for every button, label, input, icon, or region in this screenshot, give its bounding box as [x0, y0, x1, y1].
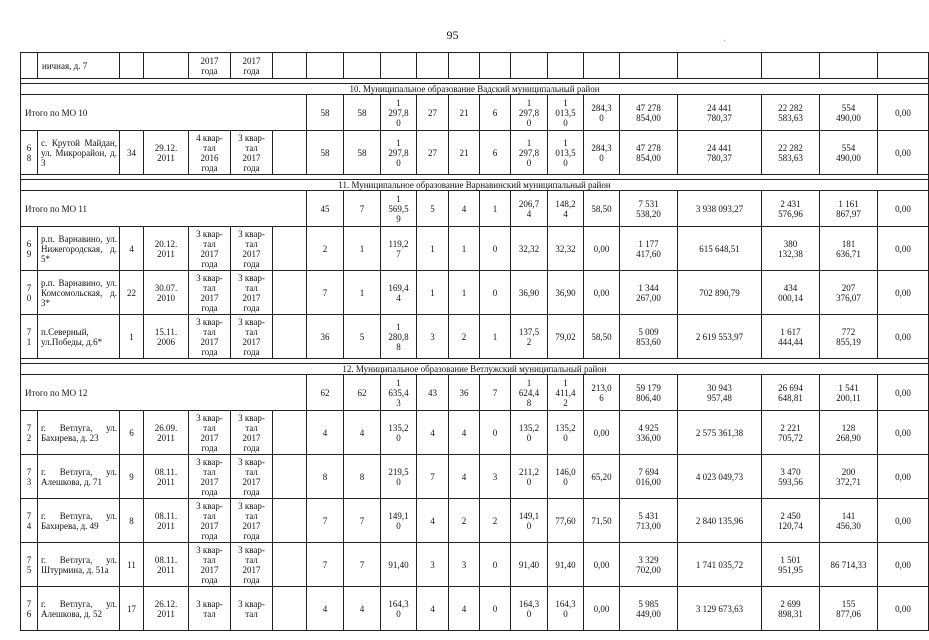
table-cell: 1 741 035,72: [678, 543, 762, 587]
mo-header-row: [21, 84, 929, 95]
table-cell: [762, 53, 820, 79]
total-row: [21, 191, 929, 227]
table-cell: 08.11. 2011: [144, 543, 189, 587]
table-cell: 615 648,51: [678, 227, 762, 271]
table-cell: 58: [307, 95, 344, 131]
row-number: 7 5: [21, 543, 38, 587]
table-cell: 7: [480, 375, 511, 411]
table-cell: 1 280,8 8: [381, 315, 417, 359]
table-cell: 26 694 648,81: [762, 375, 820, 411]
table-cell: 0,00: [878, 499, 929, 543]
table-cell: 7 531 538,20: [620, 191, 678, 227]
table-cell: 30.07. 2010: [144, 271, 189, 315]
table-cell: 8: [307, 455, 344, 499]
house-row: [21, 227, 929, 271]
page-number: 95: [446, 28, 459, 42]
table-cell: 4 квар- тал 2016 года: [189, 131, 231, 175]
table-cell: 1 013,5 0: [548, 95, 584, 131]
address: г. Ветлуга, ул. Бахирева, д. 23: [38, 411, 120, 455]
table-cell: 27: [417, 131, 449, 175]
table-cell: 1: [417, 271, 449, 315]
table-cell: 7 694 016,00: [620, 455, 678, 499]
table-cell: 36: [449, 375, 480, 411]
table-cell: 284,3 0: [584, 131, 620, 175]
table-cell: 207 376,07: [820, 271, 878, 315]
table-cell: 1 411,4 2: [548, 375, 584, 411]
table-cell: 2: [307, 227, 344, 271]
table-cell: 3 квар- тал 2017 года: [231, 411, 273, 455]
table-cell: 135,2 0: [381, 411, 417, 455]
table-cell: [273, 271, 307, 315]
table-cell: 8: [344, 455, 381, 499]
table-cell: 62: [344, 375, 381, 411]
table-cell: 2 431 576,96: [762, 191, 820, 227]
table-cell: 2 619 553,97: [678, 315, 762, 359]
table-cell: 77,60: [548, 499, 584, 543]
table-cell: 3 470 593,56: [762, 455, 820, 499]
table-cell: 3: [480, 455, 511, 499]
table-cell: 4: [307, 411, 344, 455]
table-cell: 2 221 705,72: [762, 411, 820, 455]
table-cell: 5: [417, 191, 449, 227]
table-cell: 7: [344, 499, 381, 543]
row-number: 6 9: [21, 227, 38, 271]
table-cell: 4: [417, 499, 449, 543]
table-cell: 1 297,8 0: [511, 131, 548, 175]
table-cell: 5 431 713,00: [620, 499, 678, 543]
table-cell: 79,02: [548, 315, 584, 359]
table-cell: 0,00: [878, 131, 929, 175]
table-cell: 7: [307, 499, 344, 543]
table-cell: 4: [417, 411, 449, 455]
table-cell: 2 575 361,38: [678, 411, 762, 455]
table-cell: 1 297,8 0: [381, 95, 417, 131]
table-cell: 58: [307, 131, 344, 175]
table-cell: 284,3 0: [584, 95, 620, 131]
house-row: [21, 315, 929, 359]
table-cell: 1 624,4 8: [511, 375, 548, 411]
table-cell: 4: [344, 587, 381, 631]
table-cell: 7: [307, 271, 344, 315]
table-cell: 4: [417, 587, 449, 631]
table-cell: 0: [480, 543, 511, 587]
table-cell: 1 344 267,00: [620, 271, 678, 315]
table-cell: 0: [480, 587, 511, 631]
table-cell: 3: [449, 543, 480, 587]
address: п.Северный, ул.Победы, д.6*: [38, 315, 120, 359]
table-cell: [307, 53, 344, 79]
table-cell: 0: [480, 411, 511, 455]
table-cell: 36: [307, 315, 344, 359]
table-cell: [449, 53, 480, 79]
table-cell: 1: [480, 315, 511, 359]
address: г. Ветлуга, ул. Алешкова, д. 71: [38, 455, 120, 499]
table-cell: [273, 543, 307, 587]
table-cell: 3 квар- тал 2017 года: [189, 411, 231, 455]
table-cell: 30 943 957,48: [678, 375, 762, 411]
table-cell: 3 квар- тал: [189, 587, 231, 631]
table-cell: 1 635,4 3: [381, 375, 417, 411]
table-cell: 91,40: [381, 543, 417, 587]
table-cell: 1: [344, 227, 381, 271]
table-cell: 2 450 120,74: [762, 499, 820, 543]
table-cell: [344, 53, 381, 79]
address: г. Ветлуга, ул. Алешкова, д. 52: [38, 587, 120, 631]
table-cell: 1 541 200,11: [820, 375, 878, 411]
table-cell: 2 699 898,31: [762, 587, 820, 631]
table-cell: 1 161 867,97: [820, 191, 878, 227]
table-cell: 08.11. 2011: [144, 499, 189, 543]
house-row: [21, 455, 929, 499]
scan-mark: ·: [723, 36, 727, 47]
house-row: [21, 271, 929, 315]
table-cell: 141 456,30: [820, 499, 878, 543]
table-cell: 1 297,8 0: [381, 131, 417, 175]
table-cell: 3 квар- тал 2017 года: [231, 227, 273, 271]
table-cell: 3 квар- тал 2017 года: [231, 543, 273, 587]
table-cell: 1: [449, 271, 480, 315]
table-cell: [381, 53, 417, 79]
mo-header-row: [21, 364, 929, 375]
table-cell: 4 023 049,73: [678, 455, 762, 499]
total-label: Итого по МО 12: [21, 375, 307, 411]
table-cell: [878, 53, 929, 79]
table-cell: 47 278 854,00: [620, 131, 678, 175]
house-row: [21, 499, 929, 543]
address: с. Крутой Майдан, ул. Микрорайон, д. 3: [38, 131, 120, 175]
table-cell: 3 квар- тал 2017 года: [189, 227, 231, 271]
table-cell: 7: [344, 191, 381, 227]
table-cell: 5: [344, 315, 381, 359]
table-cell: 36,90: [548, 271, 584, 315]
table-cell: 3 129 673,63: [678, 587, 762, 631]
table-cell: 4: [120, 227, 144, 271]
mo-title: 11. Муниципальное образование Варнавинский муниципальный район: [21, 180, 929, 191]
table-cell: 22: [120, 271, 144, 315]
row-number: 7 4: [21, 499, 38, 543]
table-cell: 0,00: [878, 315, 929, 359]
table-cell: 4: [449, 587, 480, 631]
address: р.п. Варнавино, ул. Нижегородская, д. 5*: [38, 227, 120, 271]
table-cell: 2: [480, 499, 511, 543]
house-row: [21, 543, 929, 587]
table-cell: 3 квар- тал 2017 года: [231, 315, 273, 359]
table-cell: 2: [449, 499, 480, 543]
table-cell: 1 013,5 0: [548, 131, 584, 175]
table-cell: 26.09. 2011: [144, 411, 189, 455]
table-cell: 135,2 0: [511, 411, 548, 455]
table-cell: 0: [480, 271, 511, 315]
table-cell: [584, 53, 620, 79]
table-cell: 169,4 4: [381, 271, 417, 315]
table-cell: [273, 227, 307, 271]
table-cell: 119,2 7: [381, 227, 417, 271]
table-cell: 0,00: [584, 587, 620, 631]
table-cell: 32,32: [548, 227, 584, 271]
table-cell: [273, 499, 307, 543]
table-cell: 29.12. 2011: [144, 131, 189, 175]
house-row: [21, 131, 929, 175]
table-cell: 2017 года: [231, 53, 273, 79]
table-cell: 1 297,8 0: [511, 95, 548, 131]
table-cell: 0,00: [584, 543, 620, 587]
table-cell: 3 329 702,00: [620, 543, 678, 587]
table-cell: 47 278 854,00: [620, 95, 678, 131]
table-cell: 6: [120, 411, 144, 455]
table-cell: 1: [449, 227, 480, 271]
total-row: [21, 95, 929, 131]
table-cell: 22 282 583,63: [762, 131, 820, 175]
table-cell: 1: [344, 271, 381, 315]
table-cell: [144, 53, 189, 79]
table-cell: 0,00: [878, 375, 929, 411]
table-cell: 0,00: [584, 411, 620, 455]
table-cell: 0,00: [878, 271, 929, 315]
table-cell: 15.11. 2006: [144, 315, 189, 359]
table-cell: 24 441 780,37: [678, 131, 762, 175]
table-cell: [511, 53, 548, 79]
table-cell: 3: [417, 315, 449, 359]
table-cell: 32,32: [511, 227, 548, 271]
table-cell: 3 квар- тал 2017 года: [189, 499, 231, 543]
table-cell: 1: [120, 315, 144, 359]
table-cell: 58,50: [584, 315, 620, 359]
table-cell: 91,40: [548, 543, 584, 587]
table-cell: [678, 53, 762, 79]
housing-table: [20, 52, 929, 631]
total-label: Итого по МО 10: [21, 95, 307, 131]
address: р.п. Варнавино, ул. Комсомольская, д. 3*: [38, 271, 120, 315]
row-number: 7 1: [21, 315, 38, 359]
table-cell: 4: [344, 411, 381, 455]
table-cell: 702 890,79: [678, 271, 762, 315]
table-cell: [620, 53, 678, 79]
table-cell: 213,0 6: [584, 375, 620, 411]
total-label: Итого по МО 11: [21, 191, 307, 227]
table-cell: 58,50: [584, 191, 620, 227]
table-cell: 0,00: [878, 587, 929, 631]
table-cell: 164,3 0: [548, 587, 584, 631]
table-cell: 4: [449, 191, 480, 227]
table-cell: 0: [480, 227, 511, 271]
table-row: [21, 53, 929, 79]
table-cell: 1 569,5 9: [381, 191, 417, 227]
table-cell: 43: [417, 375, 449, 411]
table-cell: 164,3 0: [381, 587, 417, 631]
table-cell: 1: [480, 191, 511, 227]
table-cell: 24 441 780,37: [678, 95, 762, 131]
table-cell: 34: [120, 131, 144, 175]
table-cell: 2 840 135,96: [678, 499, 762, 543]
table-cell: 772 855,19: [820, 315, 878, 359]
table-cell: 0,00: [878, 191, 929, 227]
table-cell: 3: [417, 543, 449, 587]
table-cell: 3 квар- тал: [231, 587, 273, 631]
table-cell: 206,7 4: [511, 191, 548, 227]
table-cell: 71,50: [584, 499, 620, 543]
table-cell: 17: [120, 587, 144, 631]
table-cell: 62: [307, 375, 344, 411]
table-cell: 58: [344, 95, 381, 131]
table-cell: 219,5 0: [381, 455, 417, 499]
table-cell: 59 179 806,40: [620, 375, 678, 411]
table-cell: 200 372,71: [820, 455, 878, 499]
table-cell: [21, 53, 38, 79]
row-number: 7 3: [21, 455, 38, 499]
table-cell: 149,1 0: [381, 499, 417, 543]
row-number: 6 8: [21, 131, 38, 175]
table-cell: [273, 315, 307, 359]
table-cell: 3 квар- тал 2017 года: [231, 499, 273, 543]
table-cell: 2: [449, 315, 480, 359]
table-cell: 3 квар- тал 2017 года: [189, 271, 231, 315]
table-cell: 164,3 0: [511, 587, 548, 631]
table-cell: 0,00: [584, 271, 620, 315]
address: г. Ветлуга, ул. Штурмина, д. 51а: [38, 543, 120, 587]
table-cell: [417, 53, 449, 79]
table-cell: 3 квар- тал 2017 года: [189, 455, 231, 499]
table-cell: 0,00: [878, 95, 929, 131]
total-row: [21, 375, 929, 411]
table-cell: 3 квар- тал 2017 года: [189, 315, 231, 359]
table-cell: 7: [344, 543, 381, 587]
table-cell: [273, 455, 307, 499]
table-cell: 91,40: [511, 543, 548, 587]
row-number: 7 2: [21, 411, 38, 455]
table-cell: ничная, д. 7: [38, 53, 120, 79]
table-cell: 5 009 853,60: [620, 315, 678, 359]
table-cell: 554 490,00: [820, 95, 878, 131]
table-cell: 0,00: [878, 227, 929, 271]
house-row: [21, 411, 929, 455]
table-cell: [273, 587, 307, 631]
table-cell: 58: [344, 131, 381, 175]
table-cell: 65,20: [584, 455, 620, 499]
table-cell: 3 квар- тал 2017 года: [231, 455, 273, 499]
table-cell: 9: [120, 455, 144, 499]
table-cell: 20.12. 2011: [144, 227, 189, 271]
table-cell: 21: [449, 131, 480, 175]
table-cell: 2017 года: [189, 53, 231, 79]
table-cell: 181 636,71: [820, 227, 878, 271]
house-row: [21, 587, 929, 631]
table-cell: 27: [417, 95, 449, 131]
table-cell: 0,00: [878, 411, 929, 455]
table-cell: [480, 53, 511, 79]
table-cell: 1 177 417,60: [620, 227, 678, 271]
table-cell: 137,5 2: [511, 315, 548, 359]
table-cell: 146,0 0: [548, 455, 584, 499]
table-cell: 148,2 4: [548, 191, 584, 227]
table-cell: 434 000,14: [762, 271, 820, 315]
table-cell: 1: [417, 227, 449, 271]
table-cell: 4: [449, 455, 480, 499]
table-cell: 36,90: [511, 271, 548, 315]
table-cell: 08.11. 2011: [144, 455, 189, 499]
mo-title: 12. Муниципальное образование Ветлужский муниципальный район: [21, 364, 929, 375]
row-number: 7 0: [21, 271, 38, 315]
table-cell: 135,2 0: [548, 411, 584, 455]
table-cell: 0,00: [878, 455, 929, 499]
table-cell: 4: [449, 411, 480, 455]
table-cell: [120, 53, 144, 79]
mo-header-row: [21, 180, 929, 191]
table-cell: [273, 411, 307, 455]
table-cell: 45: [307, 191, 344, 227]
table-cell: [548, 53, 584, 79]
table-cell: 0,00: [878, 543, 929, 587]
table-cell: 6: [480, 95, 511, 131]
table-cell: 3 938 093,27: [678, 191, 762, 227]
table-cell: 3 квар- тал 2017 года: [231, 271, 273, 315]
table-cell: 4 925 336,00: [620, 411, 678, 455]
table-cell: [820, 53, 878, 79]
row-number: 7 6: [21, 587, 38, 631]
table-cell: 155 877,06: [820, 587, 878, 631]
table-cell: 8: [120, 499, 144, 543]
mo-title: 10. Муниципальное образование Вадский муниципальный район: [21, 84, 929, 95]
address: г. Ветлуга, ул. Бахирева, д. 49: [38, 499, 120, 543]
table-cell: 11: [120, 543, 144, 587]
table-cell: 7: [417, 455, 449, 499]
table-cell: 0,00: [584, 227, 620, 271]
table-cell: 380 132,38: [762, 227, 820, 271]
table-cell: [273, 53, 307, 79]
table-cell: 21: [449, 95, 480, 131]
table-cell: 211,2 0: [511, 455, 548, 499]
table-cell: 1 617 444,44: [762, 315, 820, 359]
table-cell: 7: [307, 543, 344, 587]
table-cell: 3 квар- тал 2017 года: [189, 543, 231, 587]
table-cell: 554 490,00: [820, 131, 878, 175]
table-cell: 86 714,33: [820, 543, 878, 587]
table-cell: 1 501 951,95: [762, 543, 820, 587]
table-cell: 3 квар- тал 2017 года: [231, 131, 273, 175]
table-cell: 5 985 449,00: [620, 587, 678, 631]
table-cell: 6: [480, 131, 511, 175]
table-cell: 26.12. 2011: [144, 587, 189, 631]
table-cell: 128 268,90: [820, 411, 878, 455]
table-cell: 22 282 583,63: [762, 95, 820, 131]
table-cell: 149,1 0: [511, 499, 548, 543]
table-cell: [273, 131, 307, 175]
table-cell: 4: [307, 587, 344, 631]
